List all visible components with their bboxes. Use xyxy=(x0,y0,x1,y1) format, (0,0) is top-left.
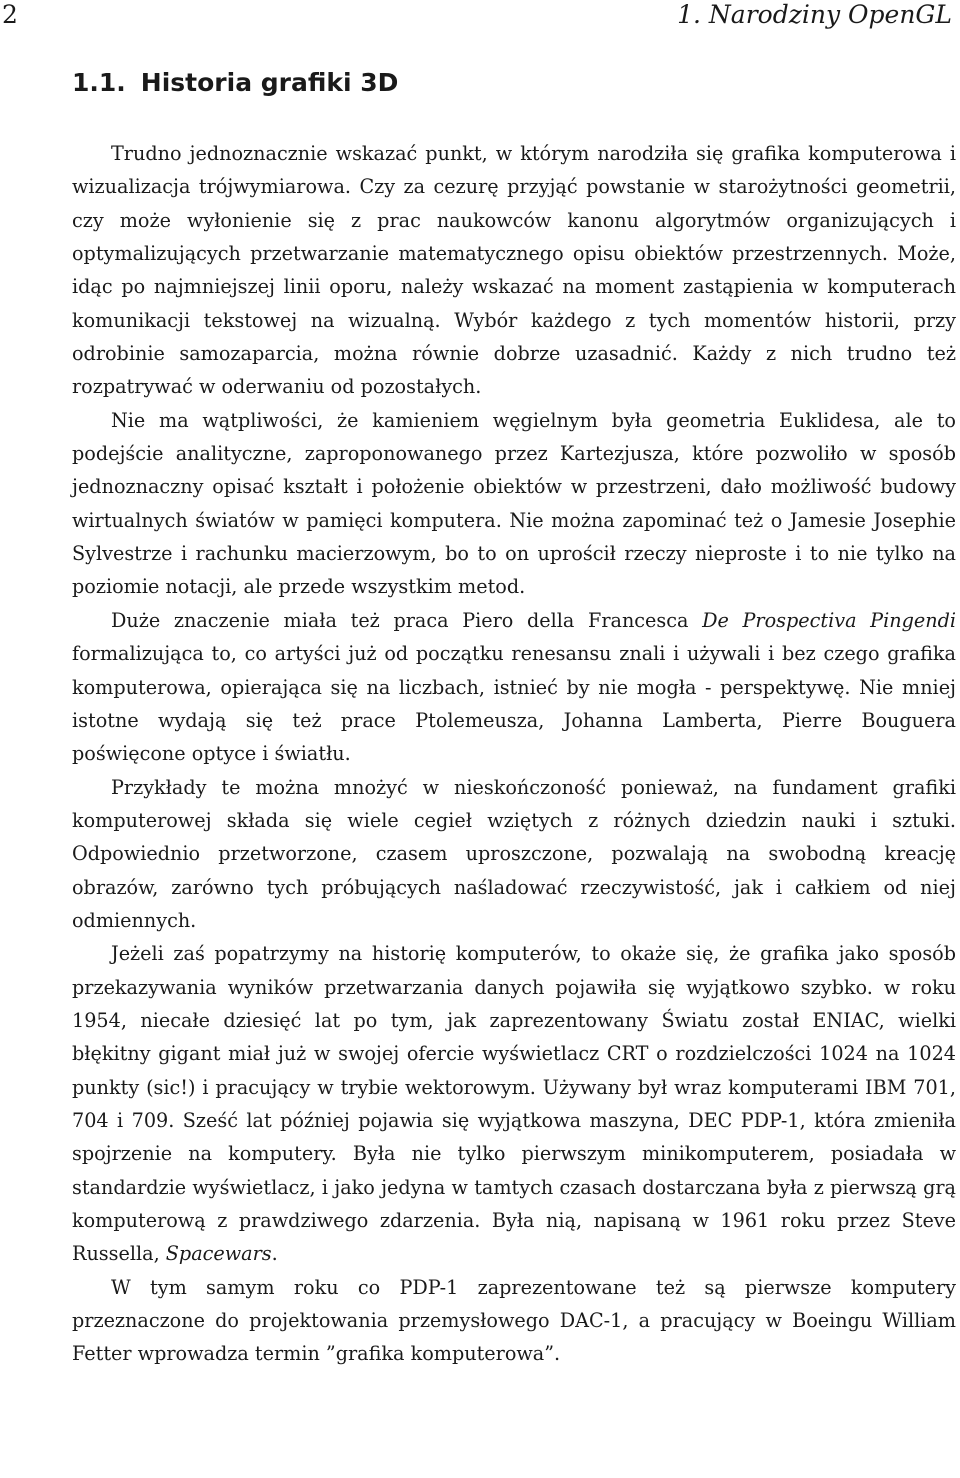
paragraph-text: formalizująca to, co artyści już od początku renesansu znali i używali i bez czego grafika komputerowa, opierająca się na liczbach, istnieć by nie mogła - perspektywę. Nie mniej istotne wydają się też prace Ptolemeusza, Johanna Lamberta, Pierre Bouguera poświęcone optyce i światłu. xyxy=(72,642,956,766)
book-title: De Prospectiva Pingendi xyxy=(702,608,956,632)
running-header xyxy=(0,0,960,40)
page-number: 2 xyxy=(2,0,18,29)
section-title: Historia grafiki 3D xyxy=(140,68,399,97)
chapter-title: 1. Narodziny OpenGL xyxy=(677,0,952,29)
body-text xyxy=(72,137,956,1371)
paragraph-text: . xyxy=(271,1242,278,1266)
paragraph xyxy=(72,937,956,1270)
section-number: 1.1. xyxy=(72,68,126,97)
paragraph-text: Duże znaczenie miała też praca Piero della Francesca xyxy=(111,608,703,632)
paragraph: Przykłady te można mnożyć w nieskończoność ponieważ, na fundament grafiki komputerowej składa się wiele cegieł wziętych z różnych dziedzin nauki i sztuki. Odpowiednio przetworzone, czasem uproszczone, pozwalają na swobodną kreację obrazów, zarówno tych próbujących naśladować rzeczywistość, jak i całkiem od niej odmiennych. xyxy=(72,775,956,932)
paragraph: Trudno jednoznacznie wskazać punkt, w którym narodziła się grafika komputerowa i wizualizacja trójwymiarowa. Czy za cezurę przyjąć powstanie w starożytności geometrii, czy może wyłonienie się z prac naukowców kanonu algorytmów organizujących i optymalizujących przetwarzanie matematycznego opisu obiektów przestrzennych. Może, idąc po najmniejszej linii oporu, należy wskazać na moment zastąpienia w komputerach komunikacji tekstowej na wizualną. Wybór każdego z tych momentów historii, przy odrobinie samozaparcia, można równie dobrze uzasadnić. Każdy z nich trudno też rozpatrywać w oderwaniu od pozostałych. xyxy=(72,142,956,399)
section-heading xyxy=(72,66,398,100)
paragraph: W tym samym roku co PDP-1 zaprezentowane też są pierwsze komputery przeznaczone do projektowania przemysłowego DAC-1, a pracujący w Boeingu William Fetter wprowadza termin ”grafika komputerowa”. xyxy=(72,1275,956,1366)
game-title: Spacewars xyxy=(165,1242,272,1266)
paragraph xyxy=(72,604,956,771)
paragraph-text: Jeżeli zaś popatrzymy na historię komputerów, to okaże się, że grafika jako sposób przekazywania wyników przetwarzania danych pojawiła się wyjątkowo szybko. w roku 1954, niecałe dziesięć lat po tym, jak zaprezentowany Światu został ENIAC, wielki błękitny gigant miał już w swojej ofercie wyświetlacz CRT o rozdzielczości 1024 na 1024 punkty (sic!) i pracujący w trybie wektorowym. Używany był wraz komputerami IBM 701, 704 i 709. Sześć lat później pojawia się wyjątkowa maszyna, DEC PDP-1, która zmieniła spojrzenie na komputery. Była nie tylko pierwszym minikomputerem, posiadała w standardzie wyświetlacz, i jako jedyna w tamtych czasach dostarczana była z pierwszą grą komputerową z prawdziwego zdarzenia. Była nią, napisaną w 1961 roku przez Steve Russella, xyxy=(72,942,956,1266)
paragraph: Nie ma wątpliwości, że kamieniem węgielnym była geometria Euklidesa, ale to podejście analityczne, zaproponowanego przez Kartezjusza, które pozwoliło w sposób jednoznaczny opisać kształt i położenie obiektów w przestrzeni, dało możliwość budowy wirtualnych światów w pamięci komputera. Nie można zapominać też o Jamesie Josephie Sylvestrze i rachunku macierzowym, bo to on uprościł rzeczy nieproste i to nie tylko na poziomie notacji, ale przede wszystkim metod. xyxy=(72,408,956,599)
